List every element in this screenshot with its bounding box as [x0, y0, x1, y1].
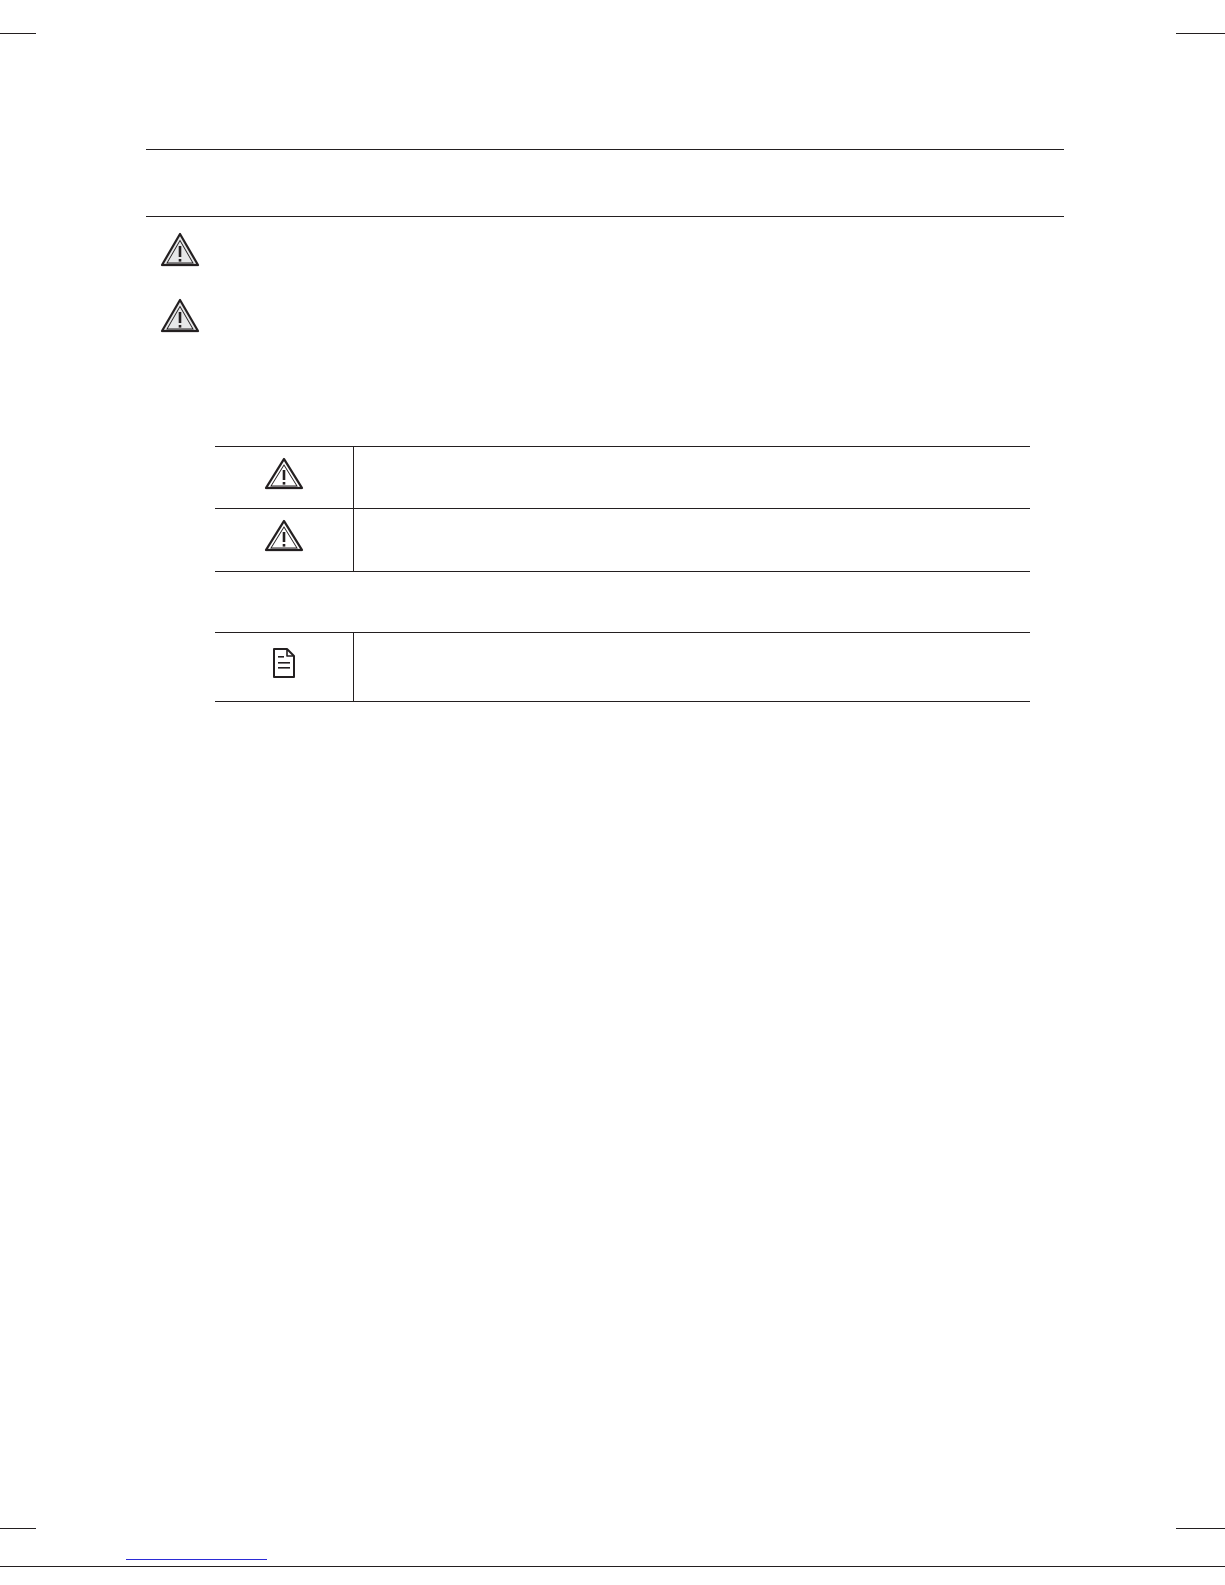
crop-mark-bottom-edge	[0, 1566, 1225, 1567]
symbol-table-row-1	[215, 447, 1030, 508]
note-table	[215, 632, 1030, 703]
link-underline	[126, 1559, 267, 1560]
header-bottom-rule	[146, 216, 1064, 217]
warning-triangle-icon	[264, 457, 304, 491]
note-table-row-1	[215, 633, 1030, 701]
note-table-bottom-rule	[215, 701, 1030, 702]
warning-triangle-icon	[264, 519, 304, 553]
symbol-table	[215, 446, 1030, 572]
warning-triangle-icon	[160, 298, 200, 334]
symbol-table-bottom-rule	[215, 571, 1030, 572]
crop-mark-bottom-right	[1176, 1528, 1225, 1529]
crop-mark-top-right	[1176, 33, 1225, 34]
note-document-icon	[271, 647, 297, 679]
crop-mark-top-left	[0, 33, 36, 34]
top-notice-2	[160, 298, 1040, 334]
warning-triangle-icon	[160, 232, 200, 268]
crop-mark-bottom-left	[0, 1528, 36, 1529]
symbol-table-row-2	[215, 509, 1030, 571]
top-notice-1	[160, 232, 1040, 268]
header-top-rule	[146, 149, 1064, 150]
